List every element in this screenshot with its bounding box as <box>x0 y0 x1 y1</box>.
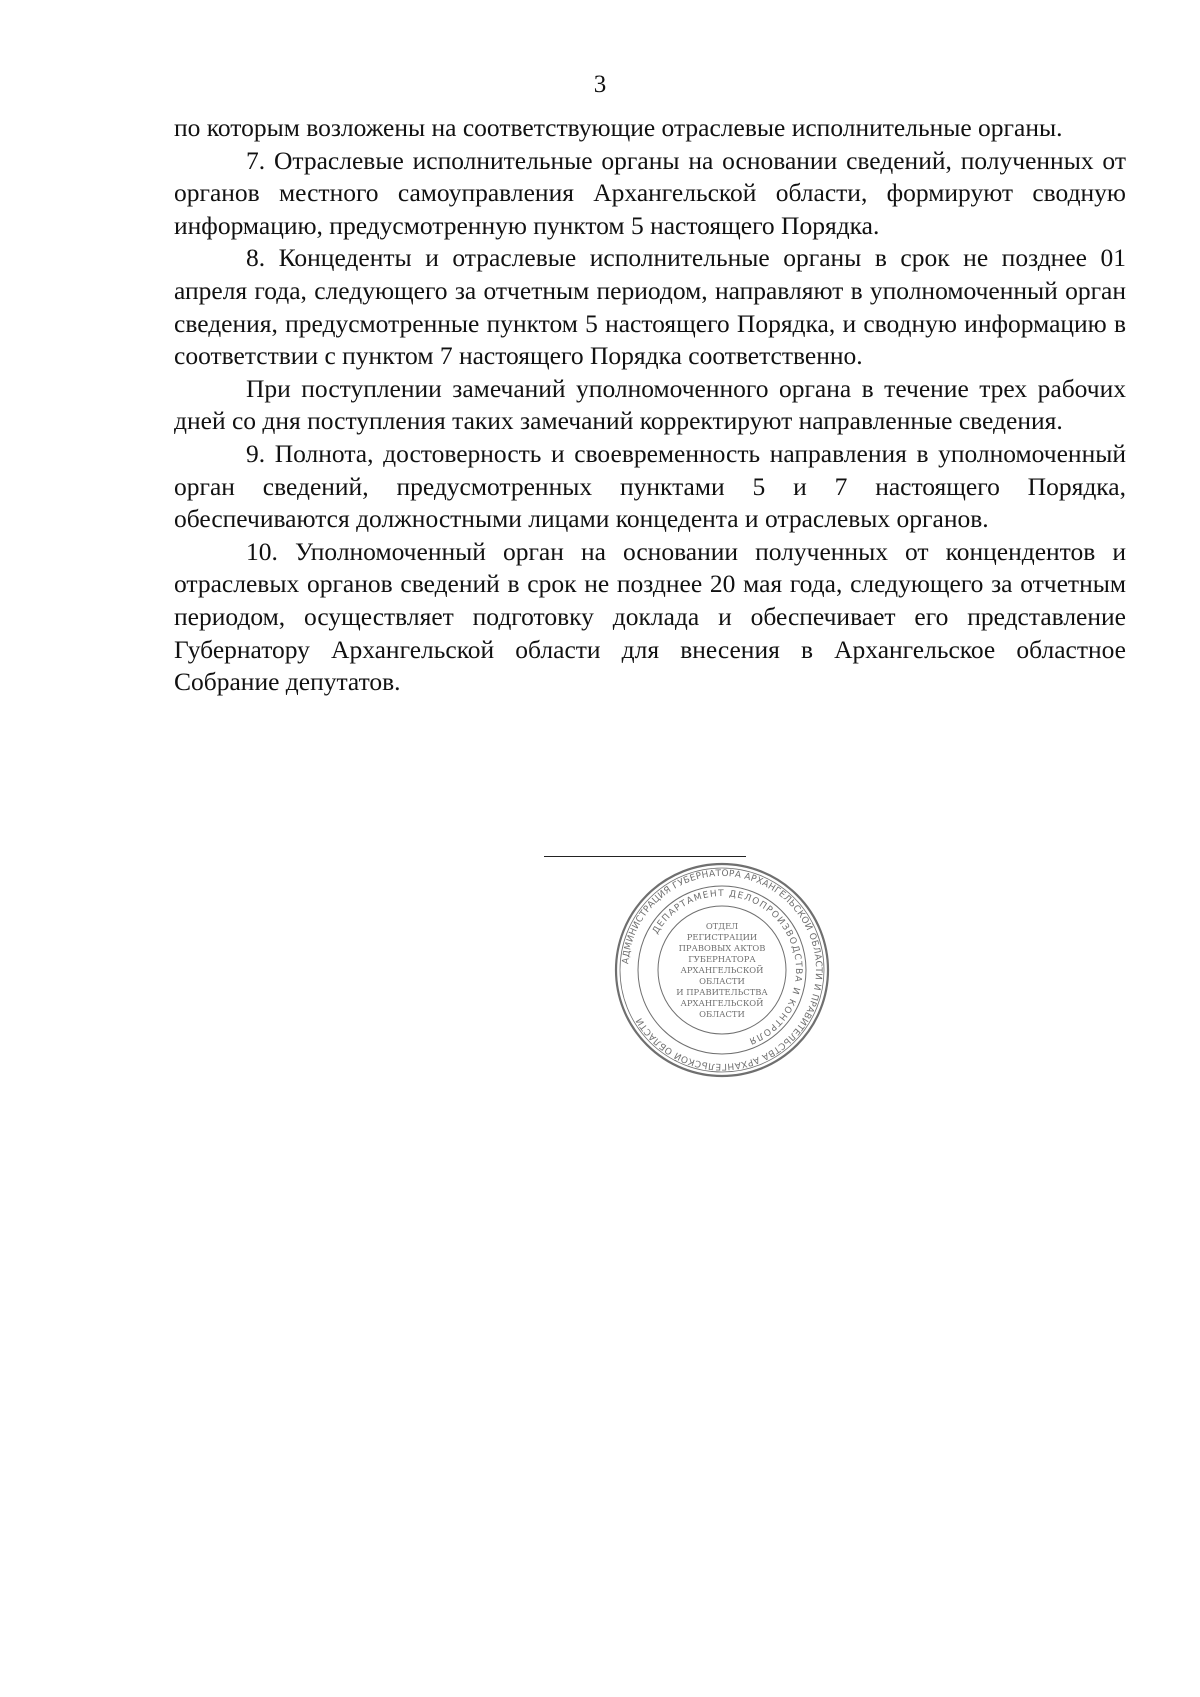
seal-center-line: ОБЛАСТИ <box>699 976 745 986</box>
seal-center-line: ПРАВОВЫХ АКТОВ <box>678 943 766 953</box>
paragraph-item-9: 9. Полнота, достоверность и своевременность направления в уполномоченный орган сведений, предусмотренных пунктами 5 и 7 настоящего Порядка, обеспечиваются должностными лицами концедента и отраслевых органов. <box>174 438 1126 534</box>
page-number: 3 <box>593 71 607 98</box>
seal-center-line: И ПРАВИТЕЛЬСТВА <box>676 987 768 997</box>
seal-center-line: АРХАНГЕЛЬСКОЙ <box>680 998 764 1008</box>
document-body <box>174 112 1126 699</box>
seal-center-line: РЕГИСТРАЦИИ <box>686 932 758 942</box>
seal-center-line: ГУБЕРНАТОРА <box>688 954 756 964</box>
paragraph-item-7: 7. Отраслевые исполнительные органы на основании сведений, полученных от органов местного самоуправления Архангельской области, формируют сводную информацию, предусмотренную пунктом 5 настоящего Порядка. <box>174 145 1126 240</box>
official-seal-stamp <box>612 860 832 1080</box>
seal-outer-ring-text: АДМИНИСТРАЦИЯ ГУБЕРНАТОРА АРХАНГЕЛЬСКОЙ ОБЛАСТИ И ПРАВИТЕЛЬСТВА АРХАНГЕЛЬСКОЙ ОБЛАСТИ <box>621 868 824 1072</box>
seal-inner-ring-text: ДЕПАРТАМЕНТ ДЕЛОПРОИЗВОДСТВА И КОНТРОЛЯ <box>651 888 804 1046</box>
seal-center-line: ОБЛАСТИ <box>699 1009 745 1019</box>
seal-icon <box>612 860 832 1080</box>
paragraph-item-8-remarks: При поступлении замечаний уполномоченного органа в течение трех рабочих дней со дня поступления таких замечаний корректируют направленные сведения. <box>174 373 1126 436</box>
paragraph-continuation: по которым возложены на соответствующие отраслевые исполнительные органы. <box>174 113 1063 142</box>
paragraph-item-8: 8. Концеденты и отраслевые исполнительные органы в срок не позднее 01 апреля года, следующего за отчетным периодом, направляют в уполномоченный орган сведения, предусмотренные пунктом 5 настоящего Порядка, и сводную информацию в соответствии с пунктом 7 настоящего Порядка соответственно. <box>174 243 1126 371</box>
closing-divider-line <box>544 856 746 857</box>
seal-center-text <box>676 921 768 1019</box>
paragraph-item-10: 10. Уполномоченный орган на основании полученных от концендентов и отраслевых органов сведений в срок не позднее 20 мая года, следующего за отчетным периодом, осуществляет подготовку доклада и обеспечивает его представление Губернатору Архангельской области для внесения в Архангельское областное Собрание депутатов. <box>174 536 1126 697</box>
seal-center-line: АРХАНГЕЛЬСКОЙ <box>680 965 764 975</box>
seal-center-line: ОТДЕЛ <box>705 921 739 931</box>
